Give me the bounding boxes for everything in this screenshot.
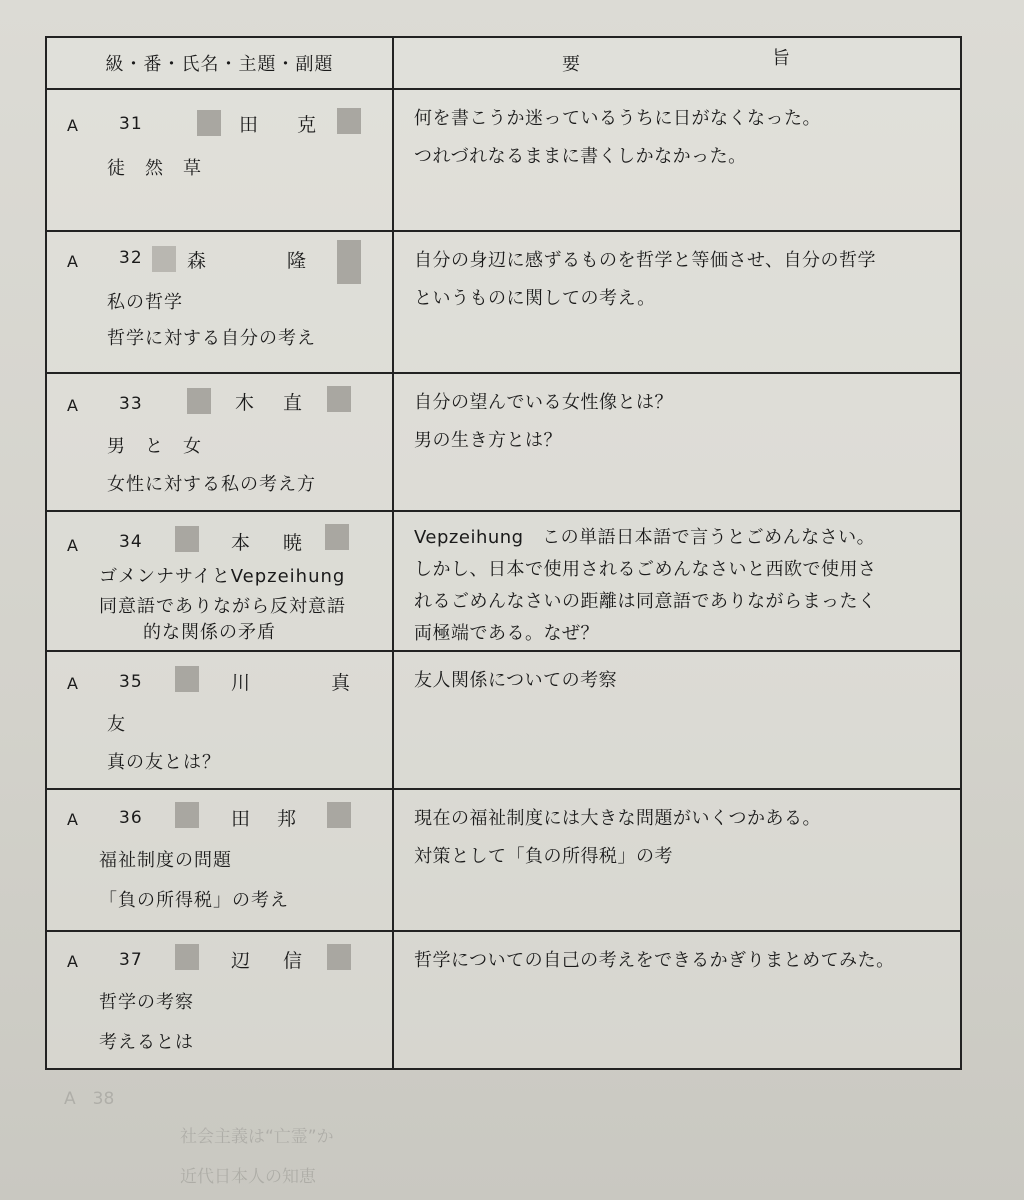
name-char-1: 田: [231, 808, 251, 830]
summary-line: しかし、日本で使用されるごめんなさいと西欧で使用さ: [414, 559, 877, 580]
entry-subtitle-2: 的な関係の矛盾: [143, 622, 276, 643]
entry-left-cell: [46, 789, 393, 931]
header-right: [393, 37, 961, 89]
name-char-2: 直: [283, 392, 303, 414]
entry-number: 35: [119, 672, 143, 692]
name-char-1: 辺: [231, 950, 251, 972]
entry-summary: [393, 789, 961, 931]
entry-title: ゴメンナサイとVepzeihung: [99, 566, 346, 587]
redacted-name: [175, 526, 199, 552]
entry-left-cell: [46, 511, 393, 651]
redacted-name: [337, 240, 361, 284]
ghost-line-2: 社会主義は“亡霊”か: [180, 1127, 334, 1147]
entry-subtitle: 「負の所得税」の考え: [99, 890, 289, 911]
summary-line: 現在の福祉制度には大きな問題がいくつかある。: [414, 808, 821, 829]
entry-summary: [393, 89, 961, 231]
grade: A: [67, 396, 78, 415]
name-char-2: 真: [331, 672, 351, 694]
ghost-line-1: A 38: [64, 1089, 115, 1109]
redacted-name: [327, 944, 351, 970]
redacted-name: [175, 802, 199, 828]
table-row: [46, 789, 961, 931]
entry-summary: [393, 511, 961, 651]
entry-subtitle: 哲学に対する自分の考え: [107, 328, 316, 349]
entry-summary: [393, 373, 961, 511]
redacted-name: [152, 246, 176, 272]
summary-line: 自分の望んでいる女性像とは？: [414, 392, 673, 413]
entry-title: 哲学の考察: [99, 992, 194, 1013]
name-char-2: 暁: [283, 532, 303, 554]
grade: A: [67, 952, 78, 971]
entry-summary: [393, 931, 961, 1069]
table-row: [46, 931, 961, 1069]
redacted-name: [337, 108, 361, 134]
name-char-1: 本: [231, 532, 251, 554]
summary-line: 友人関係についての考察: [414, 670, 618, 691]
entry-number: 34: [119, 532, 143, 552]
name-char-2: 信: [283, 950, 303, 972]
table-row: [46, 89, 961, 231]
grade: A: [67, 116, 78, 135]
name-char-2: 邦: [277, 808, 297, 830]
entry-number: 33: [119, 394, 143, 414]
entry-title: 徒 然 草: [107, 158, 202, 179]
entry-number: 37: [119, 950, 143, 970]
ghost-line-3: 近代日本人の知恵: [180, 1167, 316, 1187]
redacted-name: [187, 388, 211, 414]
bleed-through-text: [40, 1050, 970, 1200]
header-right-b: 旨: [772, 48, 790, 69]
name-char-1: 森: [187, 250, 207, 272]
grade: A: [67, 536, 78, 555]
entry-subtitle: 真の友とは？: [107, 752, 221, 773]
entry-left-cell: [46, 931, 393, 1069]
grade: A: [67, 252, 78, 271]
summary-line: 両極端である。なぜ？: [414, 623, 599, 644]
entry-summary: [393, 231, 961, 373]
table-header-row: [46, 37, 961, 89]
grade: A: [67, 674, 78, 693]
name-char-2: 隆: [287, 250, 307, 272]
redacted-name: [327, 386, 351, 412]
summary-line: というものに関しての考え。: [414, 288, 656, 309]
redacted-name: [197, 110, 221, 136]
redacted-name: [175, 944, 199, 970]
entry-subtitle: 考えるとは: [99, 1032, 194, 1053]
entry-title: 私の哲学: [107, 292, 183, 313]
redacted-name: [175, 666, 199, 692]
entry-summary: [393, 651, 961, 789]
entry-left-cell: [46, 231, 393, 373]
summary-line: 何を書こうか迷っているうちに日がなくなった。: [414, 108, 821, 129]
redacted-name: [325, 524, 349, 550]
table-row: [46, 373, 961, 511]
entry-subtitle: 女性に対する私の考え方: [107, 474, 316, 495]
table-row: [46, 231, 961, 373]
entry-title: 友: [107, 714, 126, 735]
name-char-1: 川: [231, 672, 251, 694]
table-row: [46, 511, 961, 651]
name-char-1: 木: [235, 392, 255, 414]
summary-table: [45, 36, 962, 1070]
summary-line: つれづれなるままに書くしかなかった。: [414, 146, 747, 167]
entry-number: 32: [119, 248, 143, 268]
entry-left-cell: [46, 373, 393, 511]
entry-left-cell: [46, 89, 393, 231]
header-left: 級・番・氏名・主題・副題: [46, 37, 393, 89]
entry-title: 福祉制度の問題: [99, 850, 232, 871]
grade: A: [67, 810, 78, 829]
entry-number: 36: [119, 808, 143, 828]
summary-line: Vepzeihung この単語日本語で言うとごめんなさい。: [414, 527, 876, 548]
summary-line: 対策として「負の所得税」の考: [414, 846, 673, 867]
entry-title: 男 と 女: [107, 436, 202, 457]
header-right-a: 要: [562, 54, 580, 75]
entry-number: 31: [119, 114, 143, 134]
summary-line: 自分の身辺に感ずるものを哲学と等価させ、自分の哲学: [414, 250, 876, 271]
summary-line: れるごめんなさいの距離は同意語でありながらまったく: [414, 591, 877, 612]
summary-line: 男の生き方とは？: [414, 430, 562, 451]
summary-line: 哲学についての自己の考えをできるかぎりまとめてみた。: [414, 950, 895, 971]
name-char-2: 克: [297, 114, 317, 136]
entry-subtitle: 同意語でありながら反対意語: [99, 596, 346, 617]
name-char-1: 田: [239, 114, 259, 136]
redacted-name: [327, 802, 351, 828]
entry-left-cell: [46, 651, 393, 789]
table-row: [46, 651, 961, 789]
